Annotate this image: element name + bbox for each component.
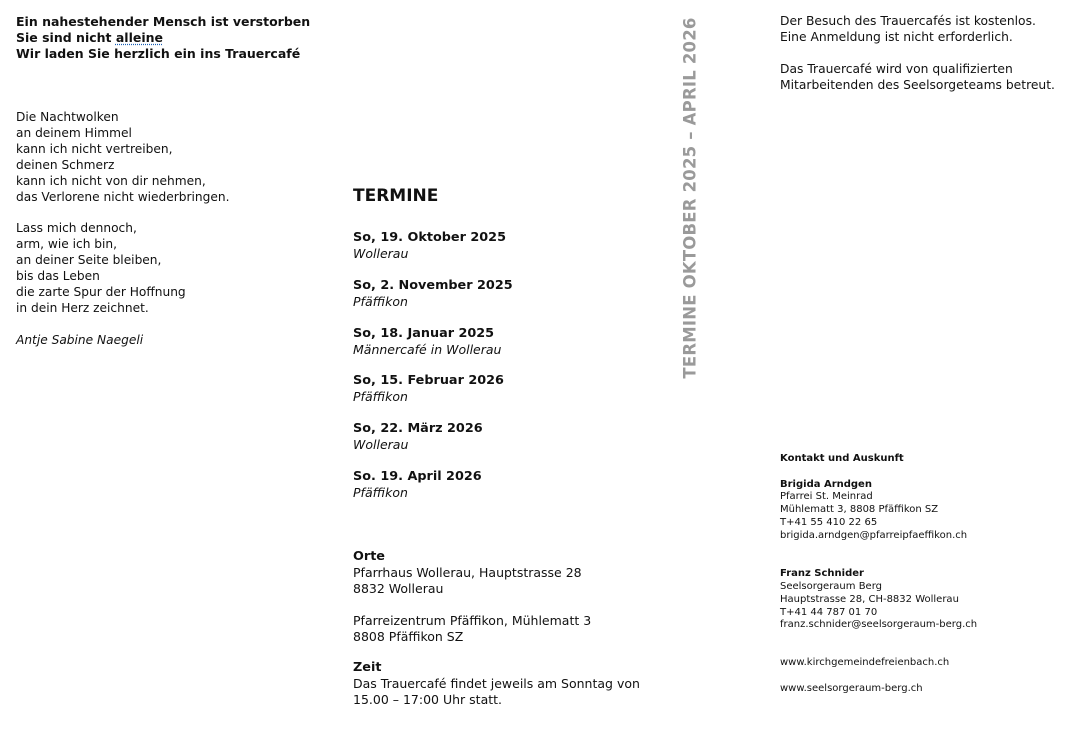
poem-line: kann ich nicht vertreiben,	[16, 141, 173, 156]
website-link[interactable]: www.seelsorgeraum-berg.ch	[780, 683, 923, 694]
poem	[16, 110, 229, 349]
time-line: Das Trauercafé findet jeweils am Sonntag von	[353, 676, 640, 691]
location-line: 8808 Pfäffikon SZ	[353, 629, 464, 644]
contact-line: Hauptstrasse 28, CH-8832 Wollerau	[780, 593, 959, 605]
heading-line-1: Ein nahestehender Mensch ist verstorben	[16, 14, 311, 29]
event-list	[353, 230, 513, 517]
contact-name: Brigida Arndgen	[780, 478, 872, 490]
event-item	[353, 373, 513, 421]
poem-line: bis das Leben	[16, 269, 100, 284]
time-section	[353, 660, 640, 708]
time-title: Zeit	[353, 660, 382, 675]
poem-line: die zarte Spur der Hoffnung	[16, 284, 186, 299]
event-item	[353, 326, 513, 374]
contact-phone: T+41 55 410 22 65	[780, 516, 878, 528]
info-line: Das Trauercafé wird von qualifizierten	[780, 62, 1013, 76]
event-item	[353, 230, 513, 278]
heading-line-2-prefix: Sie sind nicht	[16, 30, 116, 45]
locations-section	[353, 549, 591, 645]
poem-line: an deinem Himmel	[16, 125, 132, 140]
invitation-heading	[16, 14, 310, 62]
event-location: Wollerau	[353, 437, 409, 453]
event-date: So, 22. März 2026	[353, 421, 483, 437]
event-location: Pfäffikon	[353, 293, 408, 309]
event-date: So, 18. Januar 2025	[353, 325, 495, 341]
spacer	[780, 466, 977, 479]
contact-line: Pfarrei St. Meinrad	[780, 491, 873, 503]
event-location: Männercafé in Wollerau	[353, 341, 502, 357]
poem-line: deinen Schmerz	[16, 157, 115, 172]
poem-stanza-2	[16, 221, 229, 316]
event-date: So, 2. November 2025	[353, 277, 513, 293]
event-date: So, 19. Oktober 2025	[353, 230, 506, 245]
spacer	[780, 543, 977, 556]
termine-title: TERMINE	[353, 186, 439, 206]
poem-line: arm, wie ich bin,	[16, 237, 118, 252]
event-item	[353, 469, 513, 517]
contact-name: Franz Schnider	[780, 568, 864, 580]
info-line: Der Besuch des Trauercafés ist kostenlos.	[780, 14, 1036, 28]
event-location: Wollerau	[353, 246, 409, 261]
location-line: Pfarreizentrum Pfäffikon, Mühlematt 3	[353, 613, 592, 628]
heading-line-3: Wir laden Sie herzlich ein ins Trauercafé	[16, 46, 301, 61]
locations-title: Orte	[353, 549, 385, 564]
info-line: Mitarbeitenden des Seelsorgeteams betreut.	[780, 78, 1055, 92]
contact-phone: T+41 44 787 01 70	[780, 606, 878, 618]
website-link[interactable]: www.kirchgemeindefreienbach.ch	[780, 657, 950, 668]
poem-line: Lass mich dennoch,	[16, 221, 137, 236]
event-date: So, 15. Februar 2026	[353, 373, 504, 389]
poem-stanza-1	[16, 110, 229, 205]
contact-line: Seelsorgeraum Berg	[780, 580, 882, 592]
info-line: Eine Anmeldung ist nicht erforderlich.	[780, 30, 1013, 44]
poem-line: in dein Herz zeichnet.	[16, 300, 149, 315]
cafe-info	[780, 13, 1055, 93]
poem-line: an deiner Seite bleiben,	[16, 253, 162, 268]
heading-line-2	[16, 30, 310, 46]
contact-line: Mühlematt 3, 8808 Pfäffikon SZ	[780, 504, 939, 516]
poem-line: Die Nachtwolken	[16, 110, 119, 124]
spacer	[780, 45, 1055, 61]
event-item	[353, 278, 513, 326]
contact-section	[780, 453, 977, 632]
event-location: Pfäffikon	[353, 389, 408, 405]
spacer	[353, 597, 591, 613]
spacer	[780, 555, 977, 568]
contact-email[interactable]: brigida.arndgen@pfarreipfaeffikon.ch	[780, 529, 968, 541]
event-location: Pfäffikon	[353, 484, 408, 500]
event-date: So. 19. April 2026	[353, 468, 482, 484]
location-line: 8832 Wollerau	[353, 581, 444, 596]
event-item	[353, 421, 513, 469]
location-line: Pfarrhaus Wollerau, Hauptstrasse 28	[353, 565, 582, 580]
contact-email[interactable]: franz.schnider@seelsorgeraum-berg.ch	[780, 619, 978, 631]
website-links	[780, 656, 949, 708]
vertical-title: TERMINE OKTOBER 2025 – APRIL 2026	[680, 17, 700, 379]
poem-line: das Verlorene nicht wiederbringen.	[16, 189, 230, 204]
poem-line: kann ich nicht von dir nehmen,	[16, 173, 206, 188]
poem-author: Antje Sabine Naegeli	[16, 332, 144, 347]
contact-title: Kontakt und Auskunft	[780, 453, 904, 464]
time-line: 15.00 – 17:00 Uhr statt.	[353, 692, 503, 707]
spellcheck-word[interactable]: alleine	[115, 30, 164, 45]
